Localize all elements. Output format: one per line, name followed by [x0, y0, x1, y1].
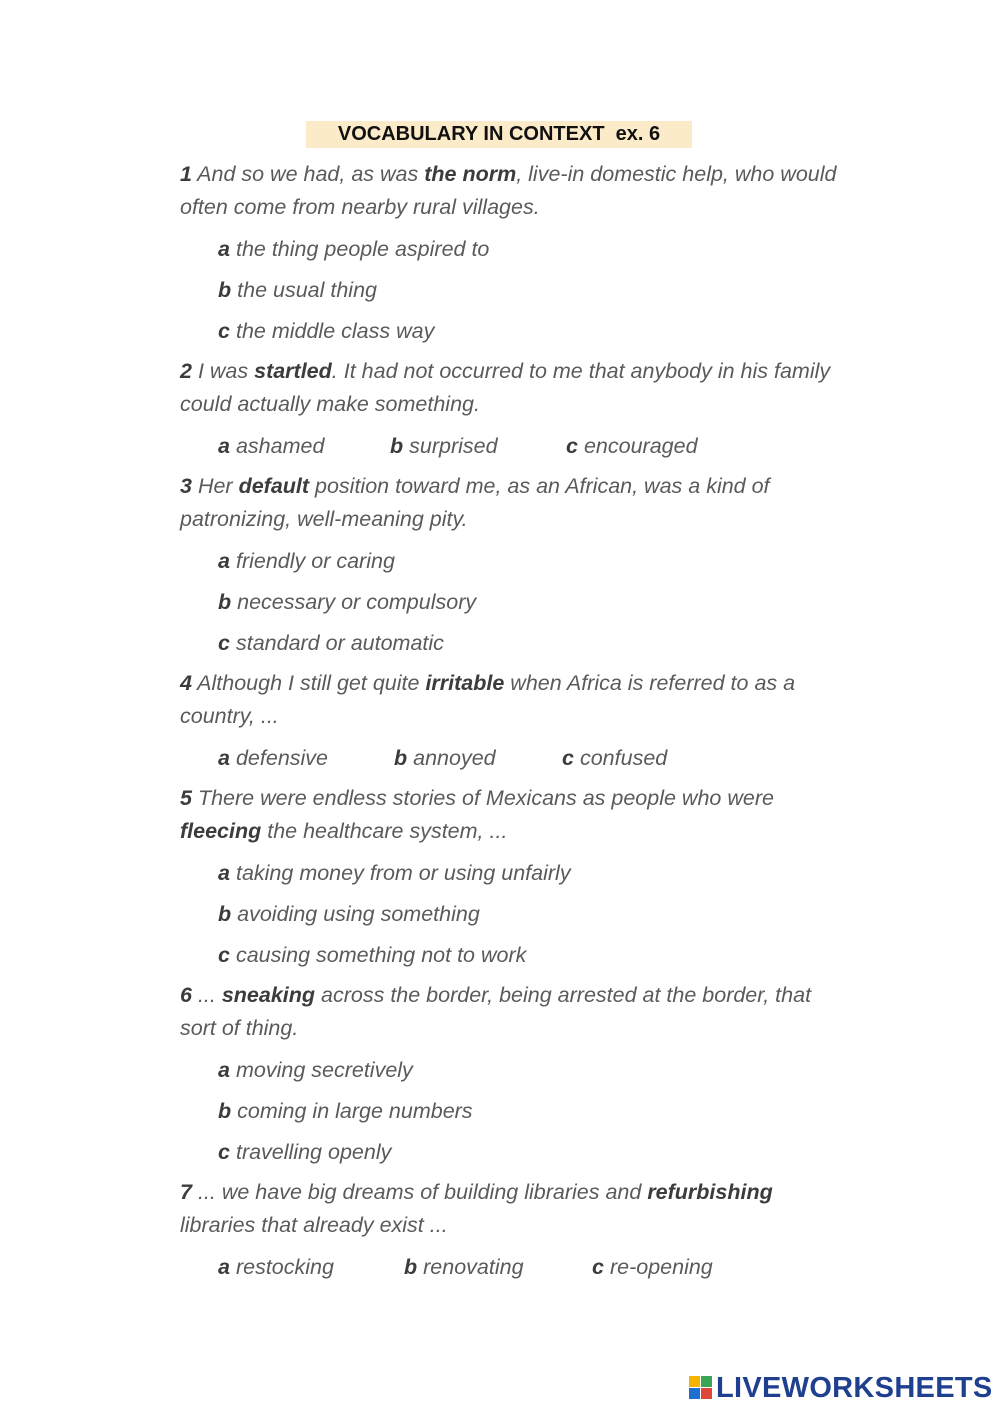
option-letter: a [218, 1058, 230, 1082]
question-text: when Africa is referred to as a country, ... [180, 671, 796, 728]
question-text: ... we have big dreams of building libraries and [191, 1180, 648, 1204]
option-7b[interactable] [404, 1254, 524, 1280]
option-letter: c [592, 1255, 604, 1279]
option-3b[interactable] [218, 589, 476, 615]
option-letter: b [394, 746, 408, 770]
option-letter: a [218, 1255, 230, 1279]
option-letter: c [218, 631, 230, 655]
option-text: necessary or compulsory [237, 590, 477, 614]
option-text: annoyed [413, 746, 496, 770]
option-letter: b [404, 1255, 418, 1279]
option-text: causing something not to work [235, 943, 527, 967]
option-text: re-opening [609, 1255, 713, 1279]
question-text: across the border, being arrested at the border, that sort of thing. [180, 983, 812, 1040]
question-text: And so we had, as was [191, 162, 425, 186]
option-5b[interactable] [218, 901, 480, 927]
question-2 [180, 355, 850, 421]
option-text: confused [579, 746, 668, 770]
option-text: surprised [409, 434, 498, 458]
question-number: 3 [180, 474, 192, 498]
question-3 [180, 470, 850, 536]
option-2c[interactable] [566, 433, 698, 459]
brand-name: LIVEWORKSHEETS [716, 1372, 993, 1404]
option-text: the thing people aspired to [235, 237, 490, 261]
question-number: 4 [180, 671, 192, 695]
target-word: irritable [425, 671, 505, 695]
option-letter: b [218, 590, 232, 614]
page-title: VOCABULARY IN CONTEXT ex. 6 [306, 121, 692, 148]
logo-square [689, 1388, 700, 1399]
target-word: fleecing [180, 819, 262, 843]
options-row-4 [218, 745, 738, 771]
option-letter: b [218, 1099, 232, 1123]
question-5 [180, 782, 850, 848]
option-3c[interactable] [218, 630, 444, 656]
target-word: startled [254, 359, 332, 383]
option-text: avoiding using something [237, 902, 480, 926]
option-text: the usual thing [237, 278, 377, 302]
question-6 [180, 979, 850, 1045]
target-word: default [238, 474, 310, 498]
brand-footer[interactable] [689, 1372, 993, 1404]
option-letter: c [218, 1140, 230, 1164]
option-5a[interactable] [218, 860, 571, 886]
option-letter: a [218, 237, 230, 261]
option-letter: c [218, 319, 230, 343]
question-text: Her [191, 474, 239, 498]
option-letter: c [566, 434, 578, 458]
question-number: 7 [180, 1180, 192, 1204]
option-4a[interactable] [218, 745, 328, 771]
logo-square [689, 1376, 700, 1387]
question-text: ... [191, 983, 222, 1007]
option-text: renovating [423, 1255, 524, 1279]
question-text: I was [191, 359, 255, 383]
option-text: moving secretively [235, 1058, 413, 1082]
target-word: the norm [424, 162, 517, 186]
logo-square [701, 1376, 712, 1387]
option-5c[interactable] [218, 942, 526, 968]
question-text: , live-in domestic help, who would often come from nearby rural villages. [180, 162, 837, 219]
logo-square [701, 1388, 712, 1399]
option-letter: b [390, 434, 404, 458]
option-1b[interactable] [218, 277, 377, 303]
option-text: coming in large numbers [237, 1099, 473, 1123]
option-letter: a [218, 549, 230, 573]
option-letter: c [562, 746, 574, 770]
question-text: libraries that already exist ... [180, 1213, 448, 1237]
question-text: . It had not occurred to me that anybody in his family could actually make something. [180, 359, 831, 416]
options-row-7 [218, 1254, 778, 1280]
question-text: position toward me, as an African, was a kind of patronizing, well-meaning pity. [180, 474, 770, 531]
option-text: defensive [235, 746, 329, 770]
question-text: the healthcare system, ... [261, 819, 508, 843]
question-number: 6 [180, 983, 192, 1007]
option-7c[interactable] [592, 1254, 713, 1280]
option-6b[interactable] [218, 1098, 473, 1124]
option-letter: b [218, 278, 232, 302]
target-word: refurbishing [647, 1180, 773, 1204]
option-text: ashamed [235, 434, 325, 458]
option-text: taking money from or using unfairly [235, 861, 571, 885]
question-number: 1 [180, 162, 192, 186]
option-text: restocking [235, 1255, 334, 1279]
option-letter: a [218, 434, 230, 458]
target-word: sneaking [221, 983, 316, 1007]
option-letter: a [218, 861, 230, 885]
question-text: There were endless stories of Mexicans as people who were [191, 786, 774, 810]
option-letter: c [218, 943, 230, 967]
option-7a[interactable] [218, 1254, 334, 1280]
option-text: travelling openly [235, 1140, 392, 1164]
options-row-2 [218, 433, 778, 459]
option-text: the middle class way [235, 319, 435, 343]
option-letter: a [218, 746, 230, 770]
option-text: encouraged [583, 434, 698, 458]
option-3a[interactable] [218, 548, 395, 574]
question-7 [180, 1176, 850, 1242]
option-6c[interactable] [218, 1139, 391, 1165]
option-4c[interactable] [562, 745, 667, 771]
option-4b[interactable] [394, 745, 496, 771]
question-4 [180, 667, 850, 733]
question-number: 5 [180, 786, 192, 810]
option-2a[interactable] [218, 433, 324, 459]
option-letter: b [218, 902, 232, 926]
brand-logo-icon [689, 1376, 713, 1400]
question-text: Although I still get quite [191, 671, 426, 695]
option-1c[interactable] [218, 318, 434, 344]
option-6a[interactable] [218, 1057, 413, 1083]
option-text: friendly or caring [235, 549, 395, 573]
option-text: standard or automatic [235, 631, 444, 655]
question-1 [180, 158, 850, 224]
option-1a[interactable] [218, 236, 489, 262]
option-2b[interactable] [390, 433, 498, 459]
question-number: 2 [180, 359, 192, 383]
